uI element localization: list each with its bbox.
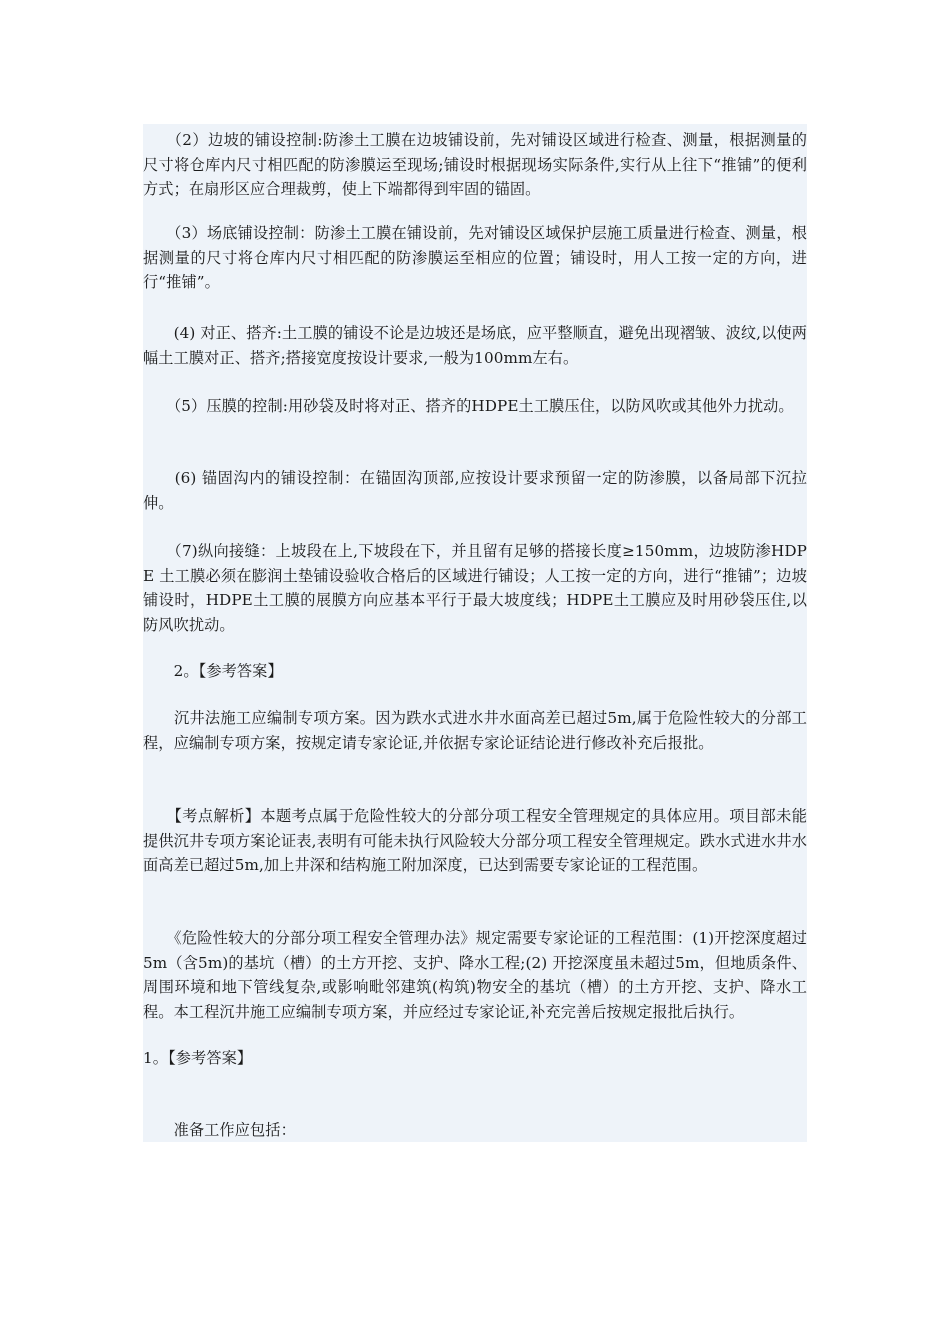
paragraph-alignment-overlap: (4) 对正、搭齐:土工膜的铺设不论是边坡还是场底，应平整顺直，避免出现褶皱、波纹,以使两幅土工膜对正、搭齐;搭接宽度按设计要求,一般为100mm左右。 xyxy=(143,324,807,367)
heading-reference-answer-1: 1。【参考答案】 xyxy=(143,1049,253,1067)
heading-reference-answer-2: 2。【参考答案】 xyxy=(143,662,283,680)
paragraph-anchor-trench: (6) 锚固沟内的铺设控制：在锚固沟顶部,应按设计要求预留一定的防渗膜，以备局部下沉拉伸。 xyxy=(143,469,807,512)
paragraph-floor-laying-control: （3）场底铺设控制：防渗土工膜在铺设前，先对铺设区域保护层施工质量进行检查、测量，根据测量的尺寸将仓库内尺寸相匹配的防渗膜运至相应的位置；铺设时，用人工按一定的方向，进行“推铺”。 xyxy=(143,224,807,291)
paragraph-regulation-scope: 《危险性较大的分部分项工程安全管理办法》规定需要专家论证的工程范围：(1)开挖深度超过5m（含5m)的基坑（槽）的土方开挖、支护、降水工程;(2) 开挖深度虽未超过5m，但地质条件、周围环境和地下管线复杂,或影响毗邻建筑(构筑)物安全的基坑（槽）的土方开挖、支护、降水工程。本工程沉井施工应编制专项方案，并应经过专家论证,补充完善后按规定报批后执行。 xyxy=(143,929,807,1021)
paragraph-membrane-pressing: （5）压膜的控制:用砂袋及时将对正、搭齐的HDPE土工膜压住，以防风吹或其他外力扰动。 xyxy=(143,397,794,415)
paragraph-longitudinal-seam: （7)纵向接缝：上坡段在上,下坡段在下，并且留有足够的搭接长度≥150mm，边坡防渗HDPE 土工膜必须在膨润土垫铺设验收合格后的区域进行铺设；人工按一定的方向，进行“推铺”；边坡铺设时，HDPE土工膜的展膜方向应基本平行于最大坡度线；HDPE土工膜应及时用砂袋压住,以防风吹扰动。 xyxy=(143,542,807,634)
document-content xyxy=(143,124,807,1142)
paragraph-preparation-work: 准备工作应包括： xyxy=(143,1121,296,1139)
paragraph-caisson-plan: 沉井法施工应编制专项方案。因为跌水式进水井水面高差已超过5m,属于危险性较大的分部工程，应编制专项方案，按规定请专家论证,并依据专家论证结论进行修改补充后报批。 xyxy=(143,709,807,752)
paragraph-exam-analysis: 【考点解析】本题考点属于危险性较大的分部分项工程安全管理规定的具体应用。项目部未能提供沉井专项方案论证表,表明有可能未执行风险较大分部分项工程安全管理规定。跌水式进水井水面高差已超过5m,加上井深和结构施工附加深度，已达到需要专家论证的工程范围。 xyxy=(143,807,807,874)
paragraph-slope-laying-control: （2）边坡的铺设控制:防渗土工膜在边坡铺设前，先对铺设区域进行检查、测量，根据测量的尺寸将仓库内尺寸相匹配的防渗膜运至现场;铺设时根据现场实际条件,实行从上往下“推铺”的便利方式；在扇形区应合理裁剪，使上下端都得到牢固的锚固。 xyxy=(143,131,807,198)
